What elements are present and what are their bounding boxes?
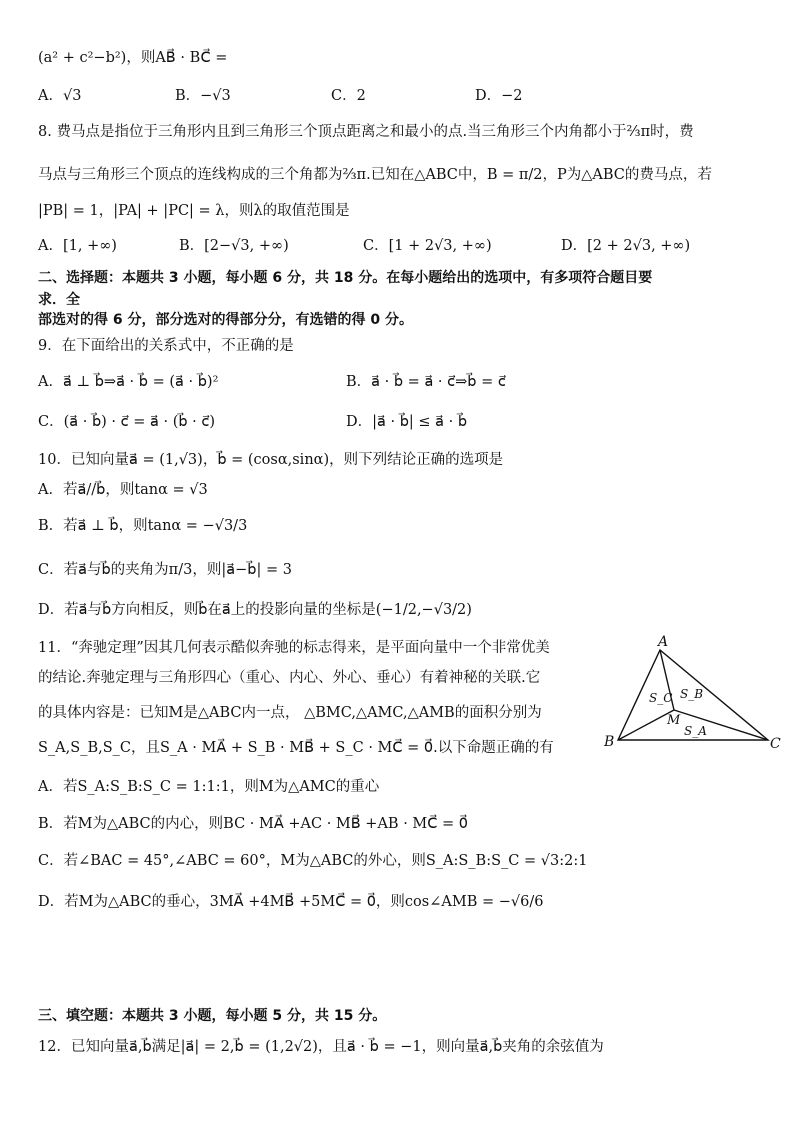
q8-line-3: |PB| = 1，|PA| + |PC| = λ，则λ的取值范围是	[38, 203, 350, 219]
area-sb-label: S_B	[680, 687, 704, 701]
q8-option-d[interactable]: D．[2 + 2√3, +∞)	[561, 238, 691, 254]
q10-option-a[interactable]: A．若a⃗//b⃗，则tanα = √3	[38, 482, 208, 498]
segment-mb	[618, 710, 674, 740]
vertex-b-label: B	[604, 734, 615, 750]
q7-option-d[interactable]: D．−2	[475, 88, 523, 104]
q10-option-c[interactable]: C．若a⃗与b⃗的夹角为π/3，则|a⃗−b⃗| = 3	[38, 562, 292, 578]
area-sc-label: S_C	[649, 691, 673, 705]
section-2-heading-1: 二、选择题：本题共 3 小题，每小题 6 分，共 18 分。在每小题给出的选项中，有多项符合题目要	[38, 270, 653, 286]
q10-option-b[interactable]: B．若a⃗ ⊥ b⃗，则tanα = −√3/3	[38, 518, 248, 534]
area-sa-label: S_A	[684, 724, 707, 738]
q10-stem: 10．已知向量a⃗ = (1,√3)，b⃗ = (cosα,sinα)，则下列结论正确的选项是	[38, 452, 504, 468]
q11-line-4: S_A,S_B,S_C，且S_A · MA⃗ + S_B · MB⃗ + S_C · MC⃗ = 0⃗.以下命题正确的有	[38, 740, 554, 756]
q11-line-3: 的具体内容是：已知M是△ABC内一点， △BMC,△AMC,△AMB的面积分别为	[38, 705, 542, 721]
q9-option-d[interactable]: D．|a⃗ · b⃗| ≤ a⃗ · b⃗	[346, 414, 468, 430]
q8-option-a[interactable]: A．[1, +∞)	[38, 238, 117, 254]
point-m-label: M	[667, 713, 681, 728]
q11-option-d[interactable]: D．若M为△ABC的垂心，3MA⃗ +4MB⃗ +5MC⃗ = 0⃗，则cos∠AMB = −√6/6	[38, 894, 544, 910]
q7-option-a[interactable]: A．√3	[38, 88, 82, 104]
q9-option-c[interactable]: C．(a⃗ · b⃗) · c⃗ = a⃗ · (b⃗ · c⃗)	[38, 414, 216, 430]
q11-option-c[interactable]: C．若∠BAC = 45°,∠ABC = 60°，M为△ABC的外心，则S_A:S_B:S_C = √3:2:1	[38, 853, 588, 869]
q7-option-b[interactable]: B．−√3	[175, 88, 231, 104]
q9-option-b[interactable]: B．a⃗ · b⃗ = a⃗ · c⃗⇒b⃗ = c⃗	[346, 374, 506, 390]
vertex-c-label: C	[770, 736, 781, 752]
q9-stem: 9．在下面给出的关系式中，不正确的是	[38, 338, 294, 354]
q11-option-a[interactable]: A．若S_A:S_B:S_C = 1:1:1，则M为△AMC的重心	[38, 779, 380, 795]
q11-line-1: 11．“奔驰定理”因其几何表示酷似奔驰的标志得来，是平面向量中一个非常优美	[38, 640, 550, 656]
q12-stem: 12．已知向量a⃗,b⃗满足|a⃗| = 2,b⃗ = (1,2√2)，且a⃗ · b⃗ = −1，则向量a⃗,b⃗夹角的余弦值为	[38, 1039, 604, 1055]
benz-theorem-figure	[600, 632, 785, 752]
q10-option-d[interactable]: D．若a⃗与b⃗方向相反，则b⃗在a⃗上的投影向量的坐标是(−1/2,−√3/2)	[38, 602, 472, 618]
q7-option-c[interactable]: C．2	[331, 88, 366, 104]
line-q7-tail: (a² + c²−b²)，则AB⃗ · BC⃗ =	[38, 50, 228, 66]
q11-line-2: 的结论.奔驰定理与三角形四心（重心、内心、外心、垂心）有着神秘的关联.它	[38, 670, 541, 686]
section-3-heading: 三、填空题：本题共 3 小题，每小题 5 分，共 15 分。	[38, 1008, 387, 1024]
q8-option-b[interactable]: B．[2−√3, +∞)	[179, 238, 289, 254]
q8-line-2: 马点与三角形三个顶点的连线构成的三个角都为⅔π.已知在△ABC中，B = π/2，P为△ABC的费马点，若	[38, 167, 712, 183]
q8-option-c[interactable]: C．[1 + 2√3, +∞)	[363, 238, 492, 254]
q8-line-1: 8. 费马点是指位于三角形内且到三角形三个顶点距离之和最小的点.当三角形三个内角都小于⅔π时，费	[38, 124, 694, 140]
q11-option-b[interactable]: B．若M为△ABC的内心，则BC · MA⃗ +AC · MB⃗ +AB · MC⃗ = 0⃗	[38, 816, 468, 832]
section-2-heading-2: 求．全	[38, 292, 80, 308]
vertex-a-label: A	[658, 634, 669, 650]
section-2-heading-3: 部选对的得 6 分，部分选对的得部分分，有选错的得 0 分。	[38, 312, 413, 328]
q9-option-a[interactable]: A．a⃗ ⊥ b⃗⇒a⃗ · b⃗ = (a⃗ · b⃗)²	[38, 374, 219, 390]
